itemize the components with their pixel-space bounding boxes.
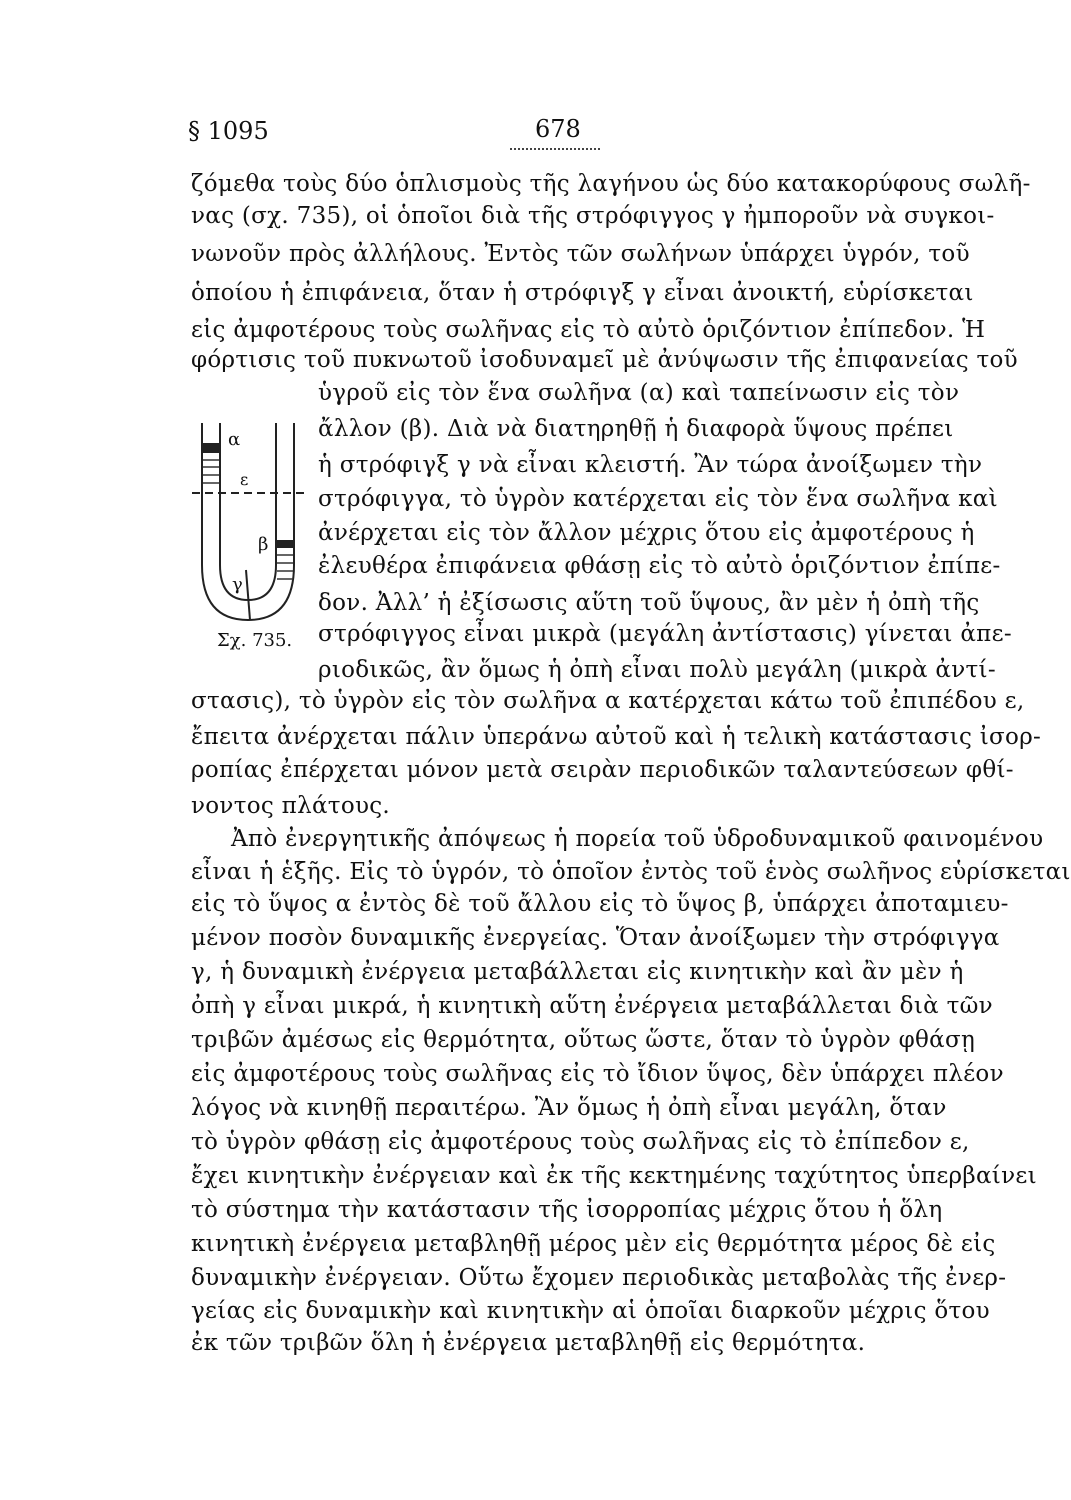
stopcock-line (246, 570, 250, 620)
text-line: ὀπὴ γ εἶναι μικρά, ἡ κινητικὴ αὕτη ἐνέργεια μεταβάλλεται διὰ τῶν (191, 993, 993, 1019)
text-line: νωνοῦν πρὸς ἀλλήλους. Ἐντὸς τῶν σωλήνων ὑπάρχει ὑγρόν, τοῦ (191, 241, 970, 267)
text-line: Ἀπὸ ἐνεργητικῆς ἀπόψεως ἡ πορεία τοῦ ὑδροδυναμικοῦ φαινομένου (231, 826, 1044, 852)
figure-caption: Σχ. 735. (217, 630, 293, 651)
text-line: ριοδικῶς, ἂν ὅμως ἡ ὀπὴ εἶναι πολὺ μεγάλη (μικρὰ ἀντί- (318, 657, 996, 683)
u-tube-figure (188, 405, 308, 645)
text-line: εἰς ἀμφοτέρους τοὺς σωλῆνας εἰς τὸ αὐτὸ ὁριζόντιον ἐπίπεδον. Ἡ (191, 317, 986, 343)
text-line: ἄλλον (β). Διὰ νὰ διατηρηθῇ ἡ διαφορὰ ὕψους πρέπει (318, 416, 954, 442)
text-line: ἐλευθέρα ἐπιφάνεια φθάσῃ εἰς τὸ αὐτὸ ὁριζόντιον ἐπίπε- (318, 553, 1001, 579)
text-line: γείας εἰς δυναμικὴν καὶ κινητικὴν αἱ ὁποῖαι διαρκοῦν μέχρις ὅτου (191, 1298, 990, 1324)
text-line: τριβῶν ἀμέσως εἰς θερμότητα, οὕτως ὥστε, ὅταν τὸ ὑγρὸν φθάσῃ (191, 1027, 976, 1053)
text-line: στρόφιγγα, τὸ ὑγρὸν κατέρχεται εἰς τὸν ἕνα σωλῆνα καὶ (318, 486, 998, 512)
liquid-right (277, 540, 293, 548)
text-line: φόρτισις τοῦ πυκνωτοῦ ἰσοδυναμεῖ μὲ ἀνύψωσιν τῆς ἐπιφανείας τοῦ (191, 347, 1018, 373)
text-line: ζόμεθα τοὺς δύο ὁπλισμοὺς τῆς λαγήνου ὡς δύο κατακορύφους σωλῆ- (191, 171, 1031, 197)
liquid-left (203, 443, 219, 453)
page-number-underline (510, 148, 600, 152)
text-line: νας (σχ. 735), οἱ ὁποῖοι διὰ τῆς στρόφιγγος γ ἠμποροῦν νὰ συγκοι- (191, 203, 995, 229)
text-line: τὸ σύστημα τὴν κατάστασιν τῆς ἰσορροπίας μέχρις ὅτου ἡ ὅλη (191, 1197, 943, 1223)
text-line: στασις), τὸ ὑγρὸν εἰς τὸν σωλῆνα α κατέρχεται κάτω τοῦ ἐπιπέδου ε, (191, 688, 1025, 714)
text-line: δον. Ἀλλ’ ἡ ἐξίσωσις αὕτη τοῦ ὕψους, ἂν μὲν ἡ ὀπὴ τῆς (318, 590, 980, 616)
text-line: μένον ποσὸν δυναμικῆς ἐνεργείας. Ὅταν ἀνοίξωμεν τὴν στρόφιγγα (191, 925, 1000, 951)
section-reference: § 1095 (188, 117, 269, 145)
label-epsilon: ε (240, 470, 249, 489)
text-line: εἰς τὸ ὕψος α ἐντὸς δὲ τοῦ ἄλλου εἰς τὸ ὕψος β, ὑπάρχει ἀποταμιευ- (191, 891, 1009, 917)
label-beta: β (258, 534, 269, 555)
text-line: ἐκ τῶν τριβῶν ὅλη ἡ ἐνέργεια μεταβληθῇ εἰς θερμότητα. (191, 1330, 866, 1356)
text-line: στρόφιγγος εἶναι μικρὰ (μεγάλη ἀντίστασις) γίνεται ἀπε- (318, 621, 1012, 647)
text-line: ἔχει κινητικὴν ἐνέργειαν καὶ ἐκ τῆς κεκτημένης ταχύτητος ὑπερβαίνει (191, 1163, 1037, 1189)
text-line: τὸ ὑγρὸν φθάσῃ εἰς ἀμφοτέρους τοὺς σωλῆνας εἰς τὸ ἐπίπεδον ε, (191, 1129, 970, 1155)
text-line: εἶναι ἡ ἑξῆς. Εἰς τὸ ὑγρόν, τὸ ὁποῖον ἐντὸς τοῦ ἑνὸς σωλῆνος εὑρίσκεται (191, 859, 1071, 885)
text-line: ὁποίου ἡ ἐπιφάνεια, ὅταν ἡ στρόφιγξ γ εἶναι ἀνοικτή, εὑρίσκεται (191, 280, 974, 306)
text-line: κινητικὴ ἐνέργεια μεταβληθῇ μέρος μὲν εἰς θερμότητα μέρος δὲ εἰς (191, 1231, 996, 1257)
text-line: ροπίας ἐπέρχεται μόνον μετὰ σειρὰν περιοδικῶν ταλαντεύσεων φθί- (191, 757, 1014, 783)
text-line: γ, ἡ δυναμικὴ ἐνέργεια μεταβάλλεται εἰς κινητικὴν καὶ ἂν μὲν ἡ (191, 959, 964, 985)
text-line: ὑγροῦ εἰς τὸν ἕνα σωλῆνα (α) καὶ ταπείνωσιν εἰς τὸν (318, 380, 960, 406)
label-alpha: α (228, 429, 241, 450)
text-line: ἡ στρόφιγξ γ νὰ εἶναι κλειστή. Ἂν τώρα ἀνοίξωμεν τὴν (318, 452, 983, 478)
page-number: 678 (535, 115, 581, 143)
text-line: νοντος πλάτους. (191, 793, 391, 819)
text-line: δυναμικὴν ἐνέργειαν. Οὕτω ἔχομεν περιοδικὰς μεταβολὰς τῆς ἐνερ- (191, 1265, 1007, 1291)
text-line: ἀνέρχεται εἰς τὸν ἄλλον μέχρις ὅτου εἰς ἀμφοτέρους ἡ (318, 520, 975, 546)
text-line: εἰς ἀμφοτέρους τοὺς σωλῆνας εἰς τὸ ἴδιον ὕψος, δὲν ὑπάρχει πλέον (191, 1061, 1004, 1087)
text-line: λόγος νὰ κινηθῇ περαιτέρω. Ἂν ὅμως ἡ ὀπὴ εἶναι μεγάλη, ὅταν (191, 1095, 947, 1121)
text-line: ἔπειτα ἀνέρχεται πάλιν ὑπεράνω αὐτοῦ καὶ ἡ τελικὴ κατάστασις ἰσορ- (191, 724, 1042, 750)
label-gamma: γ (232, 574, 243, 595)
